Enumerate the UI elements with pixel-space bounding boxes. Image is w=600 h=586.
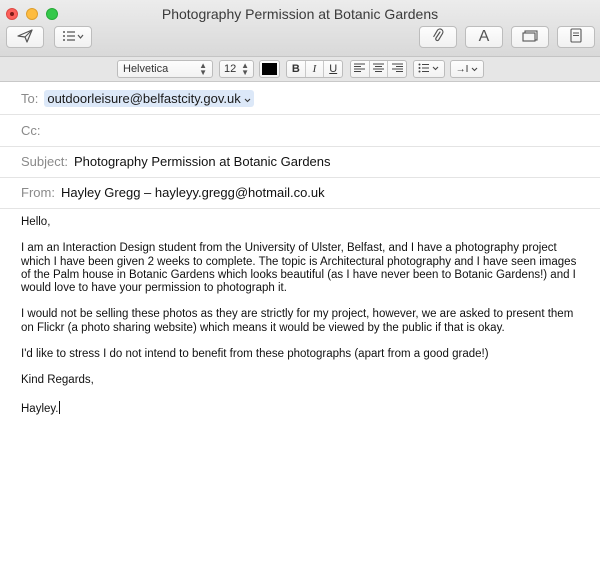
font-family-value: Helvetica xyxy=(123,63,169,75)
message-signature-line xyxy=(21,401,581,416)
photo-browser-button[interactable] xyxy=(511,26,549,48)
from-field-row xyxy=(0,177,600,209)
indent-select[interactable] xyxy=(450,60,484,78)
align-center-icon xyxy=(373,63,384,75)
indent-label: →I xyxy=(455,63,469,75)
send-button[interactable] xyxy=(6,26,44,48)
align-right-button[interactable] xyxy=(388,61,406,77)
text-color-swatch xyxy=(262,63,277,75)
paperclip-icon xyxy=(432,28,444,46)
alignment-group xyxy=(350,60,407,78)
chevron-down-icon xyxy=(471,63,478,75)
cc-label: Cc: xyxy=(21,123,41,138)
subject-field-row xyxy=(0,146,600,178)
window-titlebar xyxy=(0,0,600,57)
stationery-button[interactable] xyxy=(557,26,595,48)
italic-button[interactable]: I xyxy=(306,61,325,77)
to-label: To: xyxy=(21,91,39,106)
font-size-value: 12 xyxy=(224,63,237,75)
attach-button[interactable] xyxy=(419,26,457,48)
to-recipient-token[interactable] xyxy=(44,90,253,107)
stationery-icon xyxy=(570,28,582,46)
fonts-label: A xyxy=(478,28,490,45)
align-center-button[interactable] xyxy=(370,61,389,77)
window-title: Photography Permission at Botanic Gardens xyxy=(161,6,439,22)
message-greeting: Hello, xyxy=(21,216,51,228)
message-closing: Kind Regards, xyxy=(21,374,94,387)
align-left-icon xyxy=(354,63,365,75)
updown-chevron-icon: ▲ ▼ xyxy=(199,61,207,77)
from-label: From: xyxy=(21,185,55,200)
fonts-button[interactable] xyxy=(465,26,503,48)
to-field-row xyxy=(0,83,600,115)
bulleted-list-icon xyxy=(418,63,440,76)
list-options-button[interactable] xyxy=(54,26,92,48)
from-select[interactable]: Hayley Gregg – hayleyy.gregg@hotmail.co.uk xyxy=(60,185,325,200)
cc-field-row[interactable] xyxy=(0,115,600,147)
subject-label: Subject: xyxy=(21,154,68,169)
message-paragraph: I would not be selling these photos as they are strictly for my project, however, we are asked to present them on Flickr (a photo sharing website) which means it would be viewed by the public if that is okay. xyxy=(21,308,574,334)
text-color-well[interactable] xyxy=(259,60,280,78)
list-style-select[interactable] xyxy=(413,60,445,78)
to-recipient-address: outdoorleisure@belfastcity.gov.uk xyxy=(47,91,241,106)
list-icon xyxy=(62,30,84,45)
bold-button[interactable]: B xyxy=(287,61,306,77)
align-left-button[interactable] xyxy=(351,61,370,77)
paper-plane-icon xyxy=(17,29,33,46)
chevron-down-icon xyxy=(244,91,251,106)
text-cursor xyxy=(59,401,60,414)
font-family-select[interactable] xyxy=(117,60,213,78)
subject-input[interactable]: Photography Permission at Botanic Gardens xyxy=(73,154,331,169)
message-signature: Hayley. xyxy=(21,402,59,415)
underline-button[interactable]: U xyxy=(329,63,338,75)
align-right-icon xyxy=(392,63,403,75)
font-size-select[interactable] xyxy=(219,60,254,78)
photo-browser-icon xyxy=(522,30,538,45)
message-body[interactable] xyxy=(21,216,581,416)
updown-chevron-icon: ▲ ▼ xyxy=(241,61,249,77)
text-style-group xyxy=(286,60,343,78)
format-bar xyxy=(0,57,600,82)
message-paragraph: I am an Interaction Design student from the University of Ulster, Belfast, and I have a photography project which I have been given 2 weeks to complete. The topic is Architectural photography and I have seen images of the Palm house in Botanic Gardens which looks beautiful (as I have never been to Botanic Gardens!) and I would love to have your permission to photograph it. xyxy=(21,242,577,295)
message-paragraph: I'd like to stress I do not intend to benefit from these photographs (apart from a good grade!) xyxy=(21,348,489,361)
